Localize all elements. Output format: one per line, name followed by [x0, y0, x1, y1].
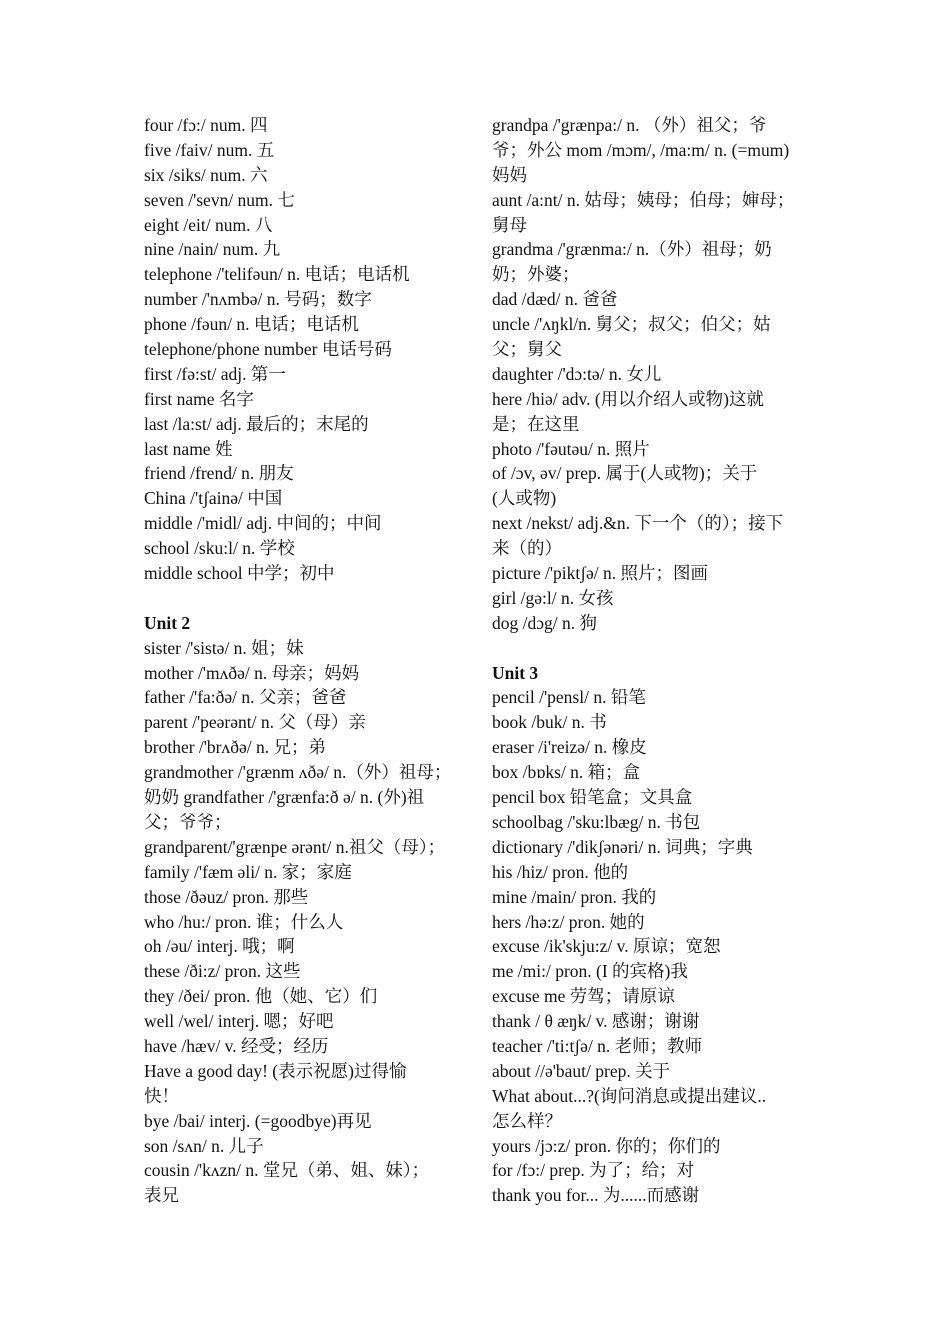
- vocab-entry-line: yours /jɔ:z/ pron. 你的；你们的: [492, 1135, 721, 1156]
- vocab-entry-line: China /'tʃainə/ 中国: [144, 488, 283, 509]
- vocab-entry-line: (人或物): [492, 488, 557, 509]
- vocab-entry-line: 妈妈: [492, 164, 527, 185]
- vocab-entry-line: dictionary /'dikʃənəri/ n. 词典；字典: [492, 836, 753, 857]
- vocab-entry-line: teacher /'ti:tʃə/ n. 老师；教师: [492, 1035, 703, 1056]
- vocab-entry-line: excuse /ik'skju:z/ v. 原谅；宽恕: [492, 936, 721, 957]
- vocab-entry-line: friend /frend/ n. 朋友: [144, 463, 294, 484]
- vocab-entry-line: girl /gə:l/ n. 女孩: [492, 587, 614, 608]
- vocab-entry-line: 奶；外婆；: [492, 264, 580, 285]
- vocab-entry-line: photo /'fəutəu/ n. 照片: [492, 438, 650, 459]
- vocab-entry-line: schoolbag /'sku:lbæg/ n. 书包: [492, 811, 701, 832]
- vocab-entry-line: of /ɔv, əv/ prep. 属于(人或物)；关于: [492, 463, 758, 484]
- vocab-entry-line: 是；在这里: [492, 413, 580, 434]
- vocab-entry-line: eraser /i'reizə/ n. 橡皮: [492, 737, 647, 758]
- vocab-entry-line: pencil /'pensl/ n. 铅笔: [492, 687, 646, 708]
- vocab-entry-line: bye /bai/ interj. (=goodbye)再见: [144, 1110, 372, 1131]
- vocab-entry-line: his /hiz/ pron. 他的: [492, 861, 629, 882]
- vocab-entry-line: uncle /'ʌŋkl/n. 舅父；叔父；伯父；姑: [492, 314, 771, 335]
- vocab-entry-line: for /fɔ:/ prep. 为了；给；对: [492, 1160, 695, 1181]
- vocabulary-page: [0, 113, 950, 1223]
- vocab-entry-line: have /hæv/ v. 经受；经历: [144, 1035, 329, 1056]
- vocab-entry-line: six /siks/ num. 六: [144, 164, 268, 185]
- vocab-entry-line: phone /fəun/ n. 电话；电话机: [144, 314, 359, 335]
- vocab-entry-line: first /fə:st/ adj. 第一: [144, 363, 286, 384]
- vocab-entry-line: middle /'midl/ adj. 中间的；中间: [144, 513, 382, 534]
- vocab-entry-line: Have a good day! (表示祝愿)过得愉: [144, 1060, 407, 1081]
- vocab-entry-line: telephone/phone number 电话号码: [144, 339, 392, 360]
- vocab-entry-line: grandma /'grænma:/ n.（外）祖母；奶: [492, 239, 772, 260]
- vocab-entry-line: telephone /'telifəun/ n. 电话；电话机: [144, 264, 410, 285]
- vocab-entry-line: 来（的）: [492, 538, 562, 559]
- vocab-entry-line: they /ðei/ pron. 他（她、它）们: [144, 986, 378, 1007]
- vocab-entry-line: here /hiə/ adv. (用以介绍人或物)这就: [492, 388, 765, 409]
- vocab-entry-line: father /'fa:ðə/ n. 父亲；爸爸: [144, 687, 347, 708]
- vocab-entry-line: last name 姓: [144, 438, 233, 459]
- vocab-entry-line: number /'nʌmbə/ n. 号码；数字: [144, 289, 372, 310]
- vocab-entry-line: hers /hə:z/ pron. 她的: [492, 911, 645, 932]
- vocab-entry-line: last /la:st/ adj. 最后的；末尾的: [144, 413, 369, 434]
- right-column: [492, 113, 810, 1208]
- vocab-entry-line: thank / θ æŋk/ v. 感谢；谢谢: [492, 1011, 700, 1032]
- vocab-entry-line: mine /main/ pron. 我的: [492, 886, 657, 907]
- vocab-entry-line: 表兄: [144, 1185, 179, 1206]
- vocab-entry-line: oh /əu/ interj. 哦；啊: [144, 936, 295, 957]
- vocab-entry-line: who /hu:/ pron. 谁；什么人: [144, 911, 344, 932]
- vocab-entry-line: 爷；外公 mom /mɔm/, /ma:m/ n. (=mum): [492, 139, 790, 160]
- vocab-entry-line: first name 名字: [144, 388, 254, 409]
- vocab-entry-line: parent /'peərənt/ n. 父（母）亲: [144, 712, 366, 733]
- vocab-entry-line: four /fɔ:/ num. 四: [144, 115, 268, 135]
- vocab-entry-line: book /buk/ n. 书: [492, 712, 607, 733]
- vocab-entry-line: nine /nain/ num. 九: [144, 239, 281, 260]
- vocab-entry-line: school /sku:l/ n. 学校: [144, 538, 295, 559]
- vocab-entry-line: grandpa /'grænpa:/ n. （外）祖父；爷: [492, 115, 767, 135]
- unit-heading: Unit 3: [492, 662, 539, 683]
- vocab-entry-line: eight /eit/ num. 八: [144, 214, 273, 235]
- vocab-entry-line: box /bɒks/ n. 箱；盒: [492, 762, 641, 783]
- vocab-entry-line: grandparent/'grænpe ərənt/ n.祖父（母）；: [144, 836, 446, 857]
- vocab-entry-line: daughter /'dɔ:tə/ n. 女儿: [492, 363, 662, 384]
- vocab-entry-line: thank you for... 为......而感谢: [492, 1185, 700, 1206]
- vocab-entry-line: middle school 中学；初中: [144, 563, 335, 584]
- vocab-entry-line: aunt /a:nt/ n. 姑母；姨母；伯母；婶母；: [492, 189, 795, 210]
- vocab-entry-line: cousin /'kʌzn/ n. 堂兄（弟、姐、妹）；: [144, 1160, 430, 1181]
- vocab-entry-line: 快！: [144, 1085, 179, 1106]
- vocab-entry-line: seven /'sevn/ num. 七: [144, 189, 295, 210]
- vocab-entry-line: 奶奶 grandfather /'grænfa:ð ə/ n. (外)祖: [144, 787, 425, 808]
- vocab-entry-line: about //ə'baut/ prep. 关于: [492, 1060, 671, 1081]
- vocab-entry-line: excuse me 劳驾；请原谅: [492, 986, 675, 1007]
- vocab-entry-line: dad /dæd/ n. 爸爸: [492, 289, 618, 310]
- vocab-entry-line: next /nekst/ adj.&n. 下一个（的）；接下: [492, 513, 784, 534]
- vocab-entry-line: 父；舅父: [492, 339, 562, 360]
- vocab-entry-line: 怎么样？: [492, 1110, 562, 1131]
- vocab-entry-line: me /mi:/ pron. (I 的宾格)我: [492, 961, 688, 982]
- vocab-entry-line: those /ðəuz/ pron. 那些: [144, 886, 309, 907]
- vocab-entry-line: these /ði:z/ pron. 这些: [144, 961, 301, 982]
- vocab-entry-line: picture /'piktʃə/ n. 照片；图画: [492, 563, 709, 584]
- vocab-entry-line: grandmother /'grænm ʌðə/ n.（外）祖母；: [144, 762, 452, 783]
- vocab-entry-line: well /wel/ interj. 嗯；好吧: [144, 1011, 334, 1032]
- unit-heading: Unit 2: [144, 612, 191, 633]
- spacer: [144, 586, 456, 611]
- vocab-entry-line: family /'fæm əli/ n. 家；家庭: [144, 861, 352, 882]
- spacer: [492, 636, 810, 661]
- vocab-entry-line: five /faiv/ num. 五: [144, 139, 275, 160]
- vocab-entry-line: brother /'brʌðə/ n. 兄；弟: [144, 737, 327, 758]
- vocab-entry-line: dog /dɔg/ n. 狗: [492, 612, 597, 633]
- vocab-entry-line: 舅母: [492, 214, 527, 235]
- vocab-entry-line: 父；爷爷；: [144, 811, 232, 832]
- vocab-entry-line: son /sʌn/ n. 儿子: [144, 1135, 264, 1156]
- vocab-entry-line: What about...?(询问消息或提出建议..: [492, 1085, 767, 1106]
- left-column: [144, 113, 456, 1208]
- vocab-entry-line: sister /'sistə/ n. 姐；妹: [144, 637, 304, 658]
- vocab-entry-line: pencil box 铅笔盒；文具盒: [492, 787, 693, 808]
- vocab-entry-line: mother /'mʌðə/ n. 母亲；妈妈: [144, 662, 360, 683]
